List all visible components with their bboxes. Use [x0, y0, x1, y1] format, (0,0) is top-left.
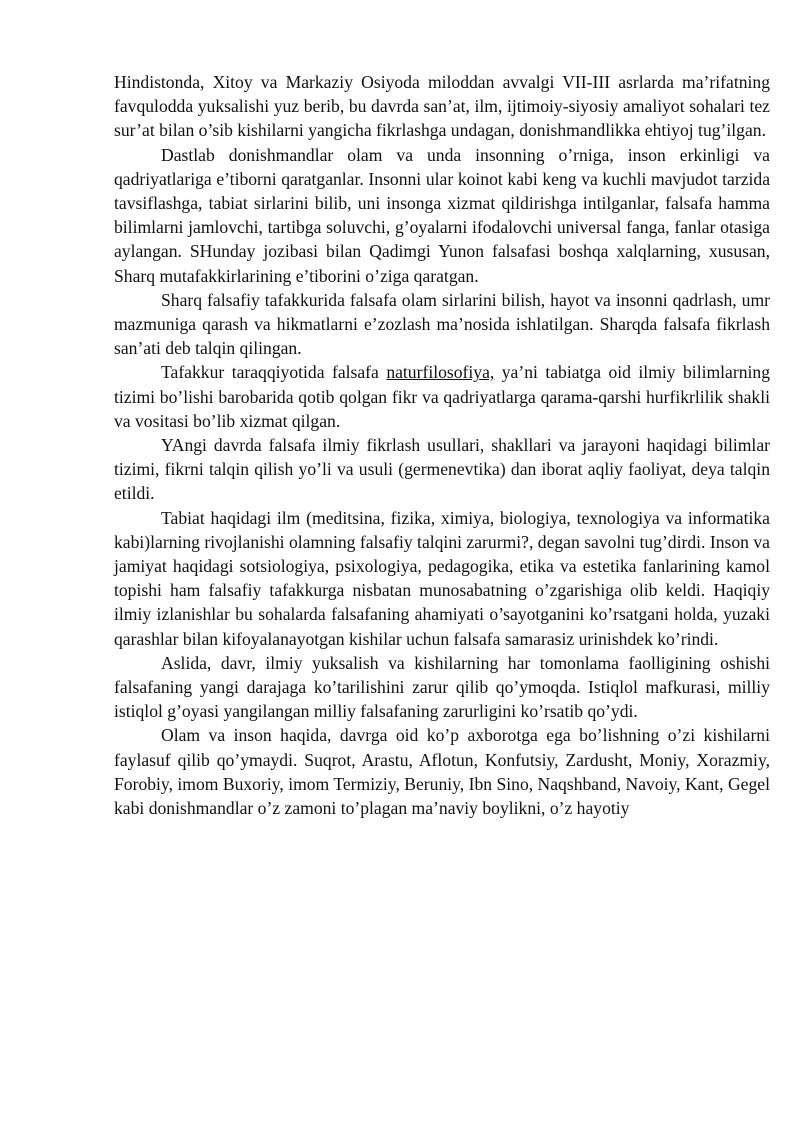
paragraph-1: Hindistonda, Xitoy va Markaziy Osiyoda miloddan avvalgi VII-III asrlarda ma’rifatning favqulodda yuksalishi yuz berib, bu davrda san’at, ilm, ijtimoiy-siyosiy amaliyot sohalari tez sur’at bilan o’sib kishilarni yangicha fikrlashga undagan, donishmandlikka ehtiyoj tug’ilgan.: [114, 72, 770, 141]
document-page: [114, 70, 770, 820]
paragraph-8: Olam va inson haqida, davrga oid ko’p axborotga ega bo’lishning o’zi kishilarni faylasuf qilib qo’ymaydi. Suqrot, Arastu, Aflotun, Konfutsiy, Zardusht, Moniy, Xorazmiy, Forobiy, imom Buxoriy, imom Termiziy, Beruniy, Ibn Sino, Naqshband, Navoiy, Kant, Gegel kabi donishmandlar o’z zamoni to’plagan ma’naviy boylikni, o’z hayotiy: [114, 725, 770, 819]
paragraph-6: Tabiat haqidagi ilm (meditsina, fizika, ximiya, biologiya, texnologiya va informatika kabi)larning rivojlanishi olamning falsafiy talqini zarurmi?, degan savolni tug’dirdi. Inson va jamiyat haqidagi sotsiologiya, psixologiya, pedagogika, etika va estetika fanlarining kamol topishi ham falsafiy tafakkurga nisbatan munosabatning o’zgarishiga olib keldi. Haqiqiy ilmiy izlanishlar bu sohalarda falsafaning ahamiyati o’sayotganini ko’rsatgani holda, yuzaki qarashlar bilan kifoyalanayotgan kishilar uchun falsafa samarasiz urinishdek ko’rindi.: [114, 507, 770, 649]
paragraph-2: Dastlab donishmandlar olam va unda insonning o’rniga, inson erkinligi va qadriyatlariga e’tiborni qaratganlar. Insonni ular koinot kabi keng va kuchli mavjudot tarzida tavsiflashga, tabiat sirlarini bilib, uni insonga xizmat qildirishga intilganlar, falsafa hamma bilimlarni jamlovchi, tartibga soluvchi, g’oyalarni ifodalovchi universal fanga, fanlar otasiga aylangan. SHunday jozibasi bilan Qadimgi Yunon falsafasi boshqa xalqlarning, xususan, Sharq mutafakkirlarining e’tiborini o’ziga qaratgan.: [114, 144, 770, 286]
paragraph-4-start: Tafakkur taraqqiyotida falsafa: [161, 362, 387, 383]
paragraph-7: Aslida, davr, ilmiy yuksalish va kishilarning har tomonlama faolligining oshishi falsafaning yangi darajaga ko’tarilishini zarur qilib qo’ymoqda. Istiqlol mafkurasi, milliy istiqlol g’oyasi yangilangan milliy falsafaning zarurligini ko’rsatib qo’ydi.: [114, 652, 770, 722]
paragraph-4: [114, 360, 770, 433]
paragraph-4-rest: ya’ni tabiatga oid ilmiy bilimlarning tizimi bo’lishi barobarida qotib qolgan fikr va qadriyatlarga qarama-qarshi hurfikrlilik shakli va vositasi bo’lib xizmat qilgan.: [114, 362, 770, 431]
naturfilosofiya-link[interactable]: naturfilosofiya,: [386, 362, 495, 383]
paragraph-5: YAngi davrda falsafa ilmiy fikrlash usullari, shakllari va jarayoni haqidagi bilimlar tizimi, fikrni talqin qilish yo’li va usuli (germenevtika) dan iborat aqliy faoliyat, deya talqin etildi.: [114, 435, 770, 504]
paragraph-3: Sharq falsafiy tafakkurida falsafa olam sirlarini bilish, hayot va insonni qadrlash, umr mazmuniga qarash va hikmatlarni e’zozlash ma’nosida ishlatilgan. Sharqda falsafa fikrlash san’ati deb talqin qilingan.: [114, 289, 770, 359]
